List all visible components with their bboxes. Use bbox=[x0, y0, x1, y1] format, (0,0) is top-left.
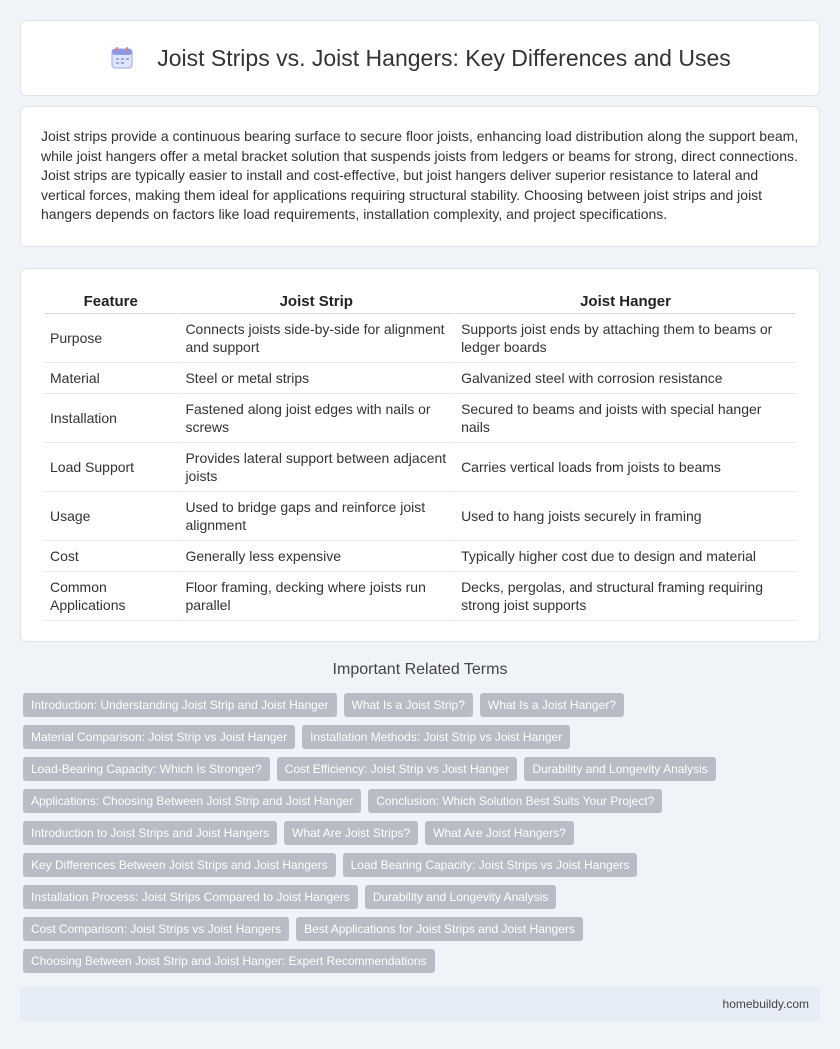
header-joist-strip: Joist Strip bbox=[179, 289, 453, 314]
header-joist-hanger: Joist Hanger bbox=[455, 289, 796, 314]
header-feature: Feature bbox=[44, 289, 177, 314]
related-term-tag[interactable]: Material Comparison: Joist Strip vs Joist Hanger bbox=[23, 725, 295, 749]
related-term-tag[interactable]: What Are Joist Hangers? bbox=[425, 821, 574, 845]
table-row bbox=[44, 314, 796, 363]
table-cell: Connects joists side-by-side for alignment and support bbox=[179, 314, 453, 363]
table-cell: Steel or metal strips bbox=[179, 363, 453, 394]
table-cell: Material bbox=[44, 363, 177, 394]
table-cell: Supports joist ends by attaching them to beams or ledger boards bbox=[455, 314, 796, 363]
related-term-tag[interactable]: Installation Methods: Joist Strip vs Joist Hanger bbox=[302, 725, 570, 749]
comparison-table bbox=[42, 289, 798, 621]
related-term-tag[interactable]: Load Bearing Capacity: Joist Strips vs Joist Hangers bbox=[343, 853, 638, 877]
table-cell: Load Support bbox=[44, 443, 177, 492]
table-row bbox=[44, 492, 796, 541]
related-term-tag[interactable]: Conclusion: Which Solution Best Suits Your Project? bbox=[368, 789, 662, 813]
related-terms-section bbox=[20, 661, 820, 973]
intro-paragraph: Joist strips provide a continuous bearing surface to secure floor joists, enhancing load distribution along the support beam, while joist hangers offer a metal bracket solution that suspends joists from ledgers or beams for strong, direct connections. Joist strips are typically easier to install and cost-effective, but joist hangers deliver superior resistance to lateral and vertical forces, making them ideal for applications requiring structural stability. Choosing between joist strips and joist hangers depends on factors like load requirements, installation complexity, and project specifications. bbox=[41, 128, 799, 223]
table-cell: Generally less expensive bbox=[179, 541, 453, 572]
related-term-tag[interactable]: Installation Process: Joist Strips Compared to Joist Hangers bbox=[23, 885, 358, 909]
table-cell: Provides lateral support between adjacent joists bbox=[179, 443, 453, 492]
related-terms-list bbox=[20, 693, 820, 973]
related-term-tag[interactable]: Choosing Between Joist Strip and Joist Hanger: Expert Recommendations bbox=[23, 949, 435, 973]
table-row bbox=[44, 394, 796, 443]
related-term-tag[interactable]: Best Applications for Joist Strips and Joist Hangers bbox=[296, 917, 583, 941]
comparison-table-card bbox=[20, 268, 820, 642]
table-row bbox=[44, 541, 796, 572]
related-term-tag[interactable]: What Is a Joist Hanger? bbox=[480, 693, 624, 717]
table-cell: Common Applications bbox=[44, 572, 177, 621]
related-term-tag[interactable]: Load-Bearing Capacity: Which Is Stronger? bbox=[23, 757, 270, 781]
calendar-document-icon bbox=[109, 45, 135, 71]
table-cell: Cost bbox=[44, 541, 177, 572]
related-term-tag[interactable]: Introduction to Joist Strips and Joist Hangers bbox=[23, 821, 277, 845]
table-cell: Installation bbox=[44, 394, 177, 443]
footer bbox=[20, 987, 820, 1021]
table-cell: Carries vertical loads from joists to beams bbox=[455, 443, 796, 492]
table-row bbox=[44, 443, 796, 492]
related-term-tag[interactable]: Durability and Longevity Analysis bbox=[524, 757, 715, 781]
footer-site-name[interactable]: homebuildy.com bbox=[722, 996, 809, 1011]
table-cell: Used to hang joists securely in framing bbox=[455, 492, 796, 541]
table-cell: Typically higher cost due to design and material bbox=[455, 541, 796, 572]
related-term-tag[interactable]: What Are Joist Strips? bbox=[284, 821, 418, 845]
table-cell: Usage bbox=[44, 492, 177, 541]
table-cell: Decks, pergolas, and structural framing requiring strong joist supports bbox=[455, 572, 796, 621]
related-term-tag[interactable]: What Is a Joist Strip? bbox=[344, 693, 473, 717]
table-header-row bbox=[44, 289, 796, 314]
intro-card bbox=[20, 106, 820, 247]
related-term-tag[interactable]: Introduction: Understanding Joist Strip and Joist Hanger bbox=[23, 693, 337, 717]
title-card bbox=[20, 20, 820, 96]
table-cell: Used to bridge gaps and reinforce joist alignment bbox=[179, 492, 453, 541]
related-term-tag[interactable]: Applications: Choosing Between Joist Strip and Joist Hanger bbox=[23, 789, 361, 813]
related-term-tag[interactable]: Key Differences Between Joist Strips and Joist Hangers bbox=[23, 853, 336, 877]
related-term-tag[interactable]: Durability and Longevity Analysis bbox=[365, 885, 556, 909]
table-cell: Floor framing, decking where joists run parallel bbox=[179, 572, 453, 621]
table-row bbox=[44, 363, 796, 394]
table-cell: Galvanized steel with corrosion resistance bbox=[455, 363, 796, 394]
table-cell: Purpose bbox=[44, 314, 177, 363]
related-terms-title: Important Related Terms bbox=[332, 660, 508, 678]
table-cell: Secured to beams and joists with special hanger nails bbox=[455, 394, 796, 443]
related-term-tag[interactable]: Cost Comparison: Joist Strips vs Joist Hangers bbox=[23, 917, 289, 941]
table-cell: Fastened along joist edges with nails or screws bbox=[179, 394, 453, 443]
page-title: Joist Strips vs. Joist Hangers: Key Differences and Uses bbox=[157, 44, 731, 71]
related-term-tag[interactable]: Cost Efficiency: Joist Strip vs Joist Hanger bbox=[277, 757, 518, 781]
table-row bbox=[44, 572, 796, 621]
